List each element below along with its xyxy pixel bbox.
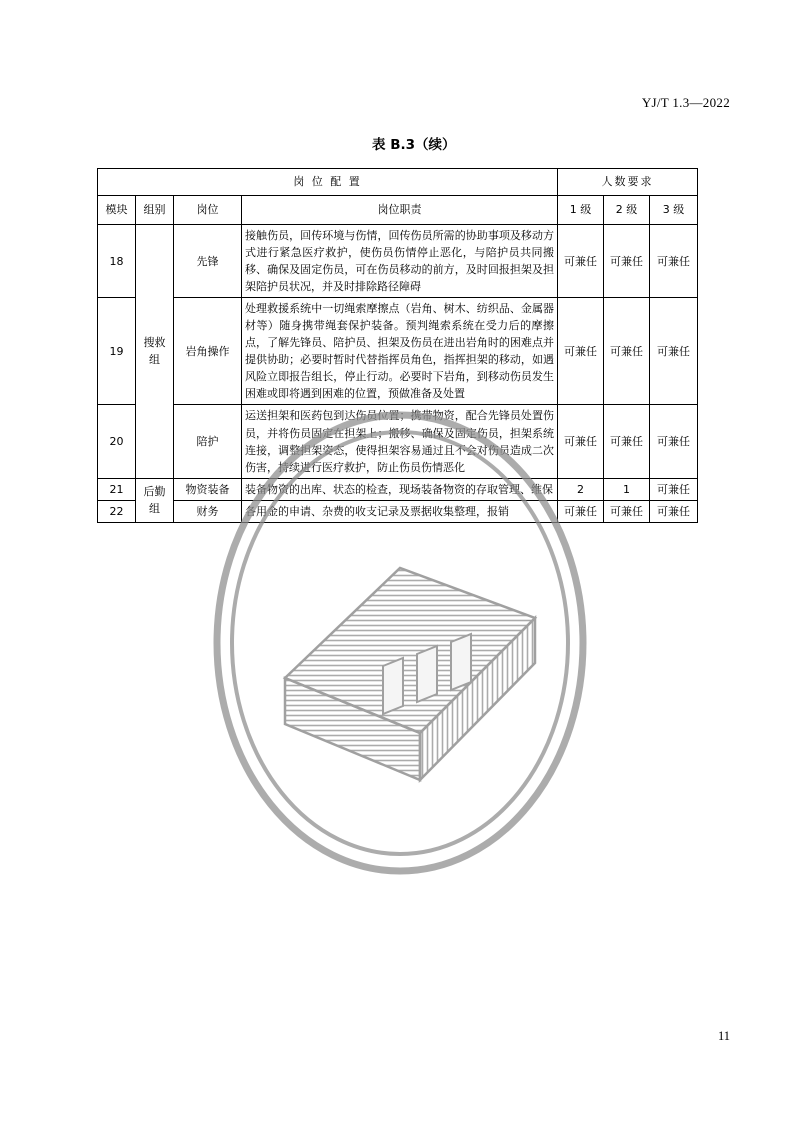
cell-module: 20 <box>98 405 136 478</box>
cell-level2: 可兼任 <box>604 500 650 522</box>
group-header-left: 岗 位 配 置 <box>98 169 558 196</box>
cell-module: 22 <box>98 500 136 522</box>
cell-level2: 可兼任 <box>604 225 650 298</box>
cell-duty: 处理救援系统中一切绳索摩擦点（岩角、树木、纺织品、金属器材等）随身携带绳套保护装备。预判绳索系统在受力后的摩擦点，了解先锋员、陪护员、担架及伤员在进出岩角时的困难点并提供协助；必要时暂时代替指挥员角色，指挥担架的移动，如遇风险立即报告组长，停止行动。必要时下岩角，到移动伤员发生困难或即将遇到困难的位置，预做准备及处置 <box>242 298 558 405</box>
table-group-header-row <box>98 169 698 196</box>
cell-duty: 装备物资的出库、状态的检查，现场装备物资的存取管理、维保 <box>242 478 558 500</box>
cell-module: 18 <box>98 225 136 298</box>
table-caption: 表 B.3（续） <box>372 137 456 153</box>
cell-duty: 接触伤员，回传环境与伤情，回传伤员所需的协助事项及移动方式进行紧急医疗救护，使伤员伤情停止恶化，与陪护员共同搬移、确保及固定伤员，可在伤员移动的前方，及时回报担架及担架陪护员状况，并及时排除路径障碍 <box>242 225 558 298</box>
cell-level1: 可兼任 <box>558 225 604 298</box>
cell-group: 搜救组 <box>136 225 174 479</box>
table-column-header-row <box>98 196 698 225</box>
cell-level1: 可兼任 <box>558 298 604 405</box>
cell-module: 19 <box>98 298 136 405</box>
cell-level2: 可兼任 <box>604 298 650 405</box>
cell-post: 物资装备 <box>174 478 242 500</box>
column-header-post: 岗位 <box>174 196 242 225</box>
column-header-level1: 1 级 <box>558 196 604 225</box>
cell-level3: 可兼任 <box>650 405 698 478</box>
cell-level3: 可兼任 <box>650 225 698 298</box>
cell-level1: 2 <box>558 478 604 500</box>
cell-level2: 1 <box>604 478 650 500</box>
cell-post: 陪护 <box>174 405 242 478</box>
page-number: 11 <box>717 1029 730 1043</box>
column-header-group: 组别 <box>136 196 174 225</box>
cell-level3: 可兼任 <box>650 500 698 522</box>
column-header-level2: 2 级 <box>604 196 650 225</box>
table-row <box>98 405 698 478</box>
cell-post: 先锋 <box>174 225 242 298</box>
column-header-module: 模块 <box>98 196 136 225</box>
cell-post: 岩角操作 <box>174 298 242 405</box>
page-header-standard-code: YJ/T 1.3—2022 <box>641 95 730 110</box>
cell-level2: 可兼任 <box>604 405 650 478</box>
column-header-duty: 岗位职责 <box>242 196 558 225</box>
cell-level1: 可兼任 <box>558 405 604 478</box>
cell-level3: 可兼任 <box>650 478 698 500</box>
cell-level1: 可兼任 <box>558 500 604 522</box>
table-row <box>98 500 698 522</box>
cell-group: 后勤组 <box>136 478 174 522</box>
post-configuration-table <box>97 168 698 523</box>
cell-duty: 各用金的申请、杂费的收支记录及票据收集整理，报销 <box>242 500 558 522</box>
cell-module: 21 <box>98 478 136 500</box>
cell-duty: 运送担架和医药包到达伤员位置；携带物资，配合先锋员处置伤员，并将伤员固定在担架上；搬移、确保及固定伤员，担架系统连接，调整担架姿态，使得担架容易通过且不会对伤员造成二次伤害，持续进行医疗救护，防止伤员伤情恶化 <box>242 405 558 478</box>
column-header-level3: 3 级 <box>650 196 698 225</box>
table-row <box>98 225 698 298</box>
table-row <box>98 478 698 500</box>
group-header-right: 人数要求 <box>558 169 698 196</box>
cell-post: 财务 <box>174 500 242 522</box>
cell-level3: 可兼任 <box>650 298 698 405</box>
table-row <box>98 298 698 405</box>
